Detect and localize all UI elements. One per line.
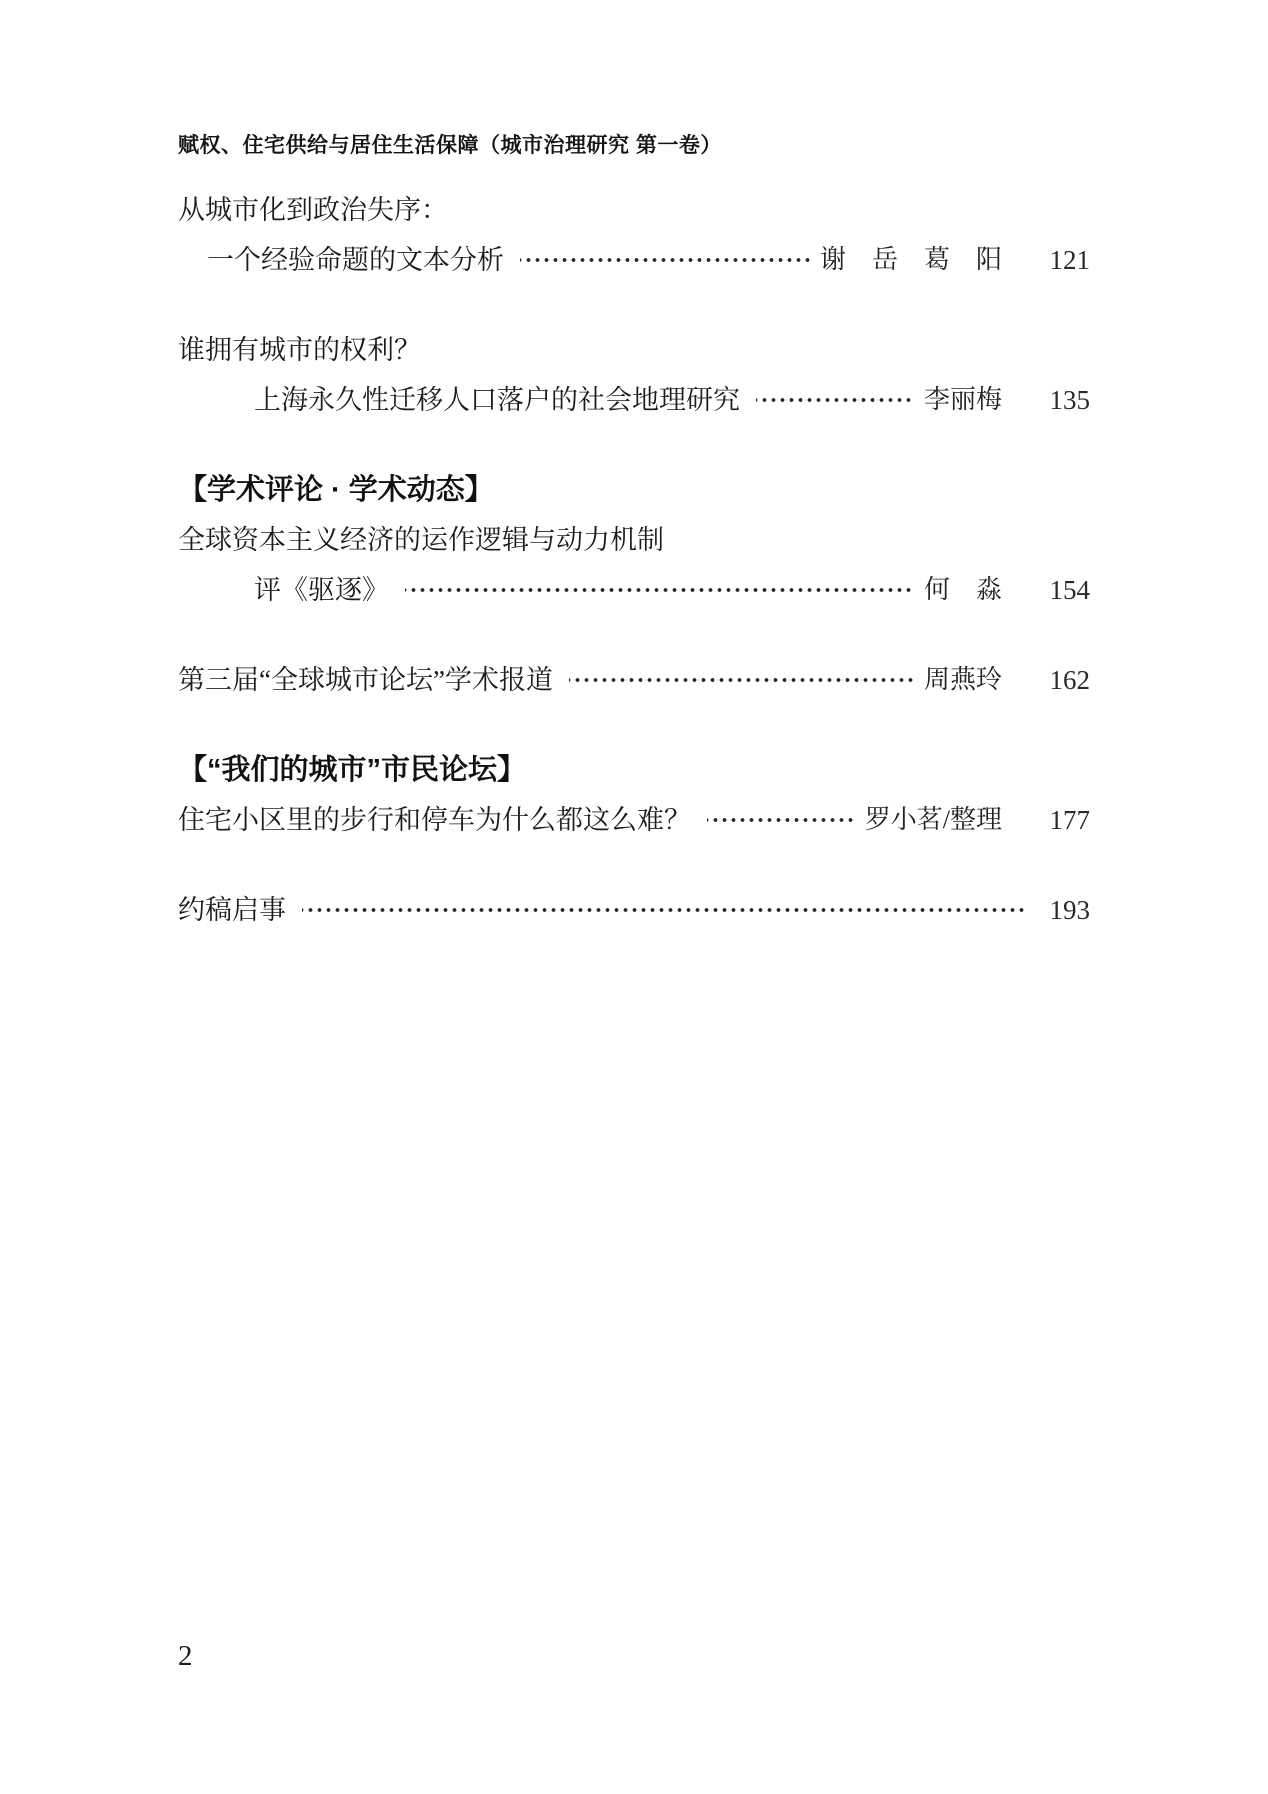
entry-author: 李丽梅	[923, 385, 1002, 414]
dot-leader	[405, 575, 914, 605]
page-number: 2	[178, 1640, 193, 1672]
entry-subtitle: 评《驱逐》	[254, 575, 389, 605]
dot-leader	[302, 895, 1024, 925]
toc-entry	[178, 245, 1090, 275]
dot-leader	[756, 385, 914, 415]
entry-subtitle: 一个经验命题的文本分析	[207, 245, 504, 275]
dot-leader	[520, 245, 810, 275]
entry-title: 住宅小区里的步行和停车为什么都这么难？	[178, 805, 691, 835]
running-header: 赋权、住宅供给与居住生活保障（城市治理研究 第一卷）	[178, 134, 722, 157]
toc-content	[178, 133, 1090, 925]
section-title: 【学术评论 · 学术动态】	[178, 474, 494, 506]
toc-entry-title-line	[178, 335, 1090, 365]
entry-page-number: 121	[1049, 245, 1090, 275]
toc-entry	[178, 895, 1090, 925]
toc-entry-title-line	[178, 195, 1090, 225]
entry-page-number: 177	[1049, 805, 1090, 835]
entry-page-number: 193	[1049, 895, 1090, 925]
section-title: 【“我们的城市”市民论坛】	[178, 754, 527, 786]
entry-title: 谁拥有城市的权利？	[178, 335, 421, 365]
entry-author: 谢 岳 葛 阳	[819, 245, 1002, 274]
entry-subtitle: 上海永久性迁移人口落户的社会地理研究	[254, 385, 740, 415]
entry-title: 从城市化到政治失序：	[178, 195, 448, 225]
entry-page-number: 162	[1049, 665, 1090, 695]
toc-entry	[178, 805, 1090, 835]
entry-title: 约稿启事	[178, 895, 286, 925]
toc-entry	[178, 385, 1090, 415]
toc-section-header	[178, 755, 1090, 785]
toc-entry-title-line	[178, 525, 1090, 555]
entry-page-number: 135	[1049, 385, 1090, 415]
toc-entry	[178, 665, 1090, 695]
entry-title: 第三届“全球城市论坛”学术报道	[178, 665, 553, 695]
entry-author: 何 淼	[923, 575, 1002, 604]
entry-author: 罗小茗/整理	[864, 805, 1002, 834]
dot-leader	[569, 665, 914, 695]
entry-title: 全球资本主义经济的运作逻辑与动力机制	[178, 525, 664, 555]
entry-page-number: 154	[1049, 575, 1090, 605]
toc-entry	[178, 575, 1090, 605]
toc-section-header	[178, 475, 1090, 505]
entry-author: 周燕玲	[923, 665, 1002, 694]
dot-leader	[707, 805, 855, 835]
